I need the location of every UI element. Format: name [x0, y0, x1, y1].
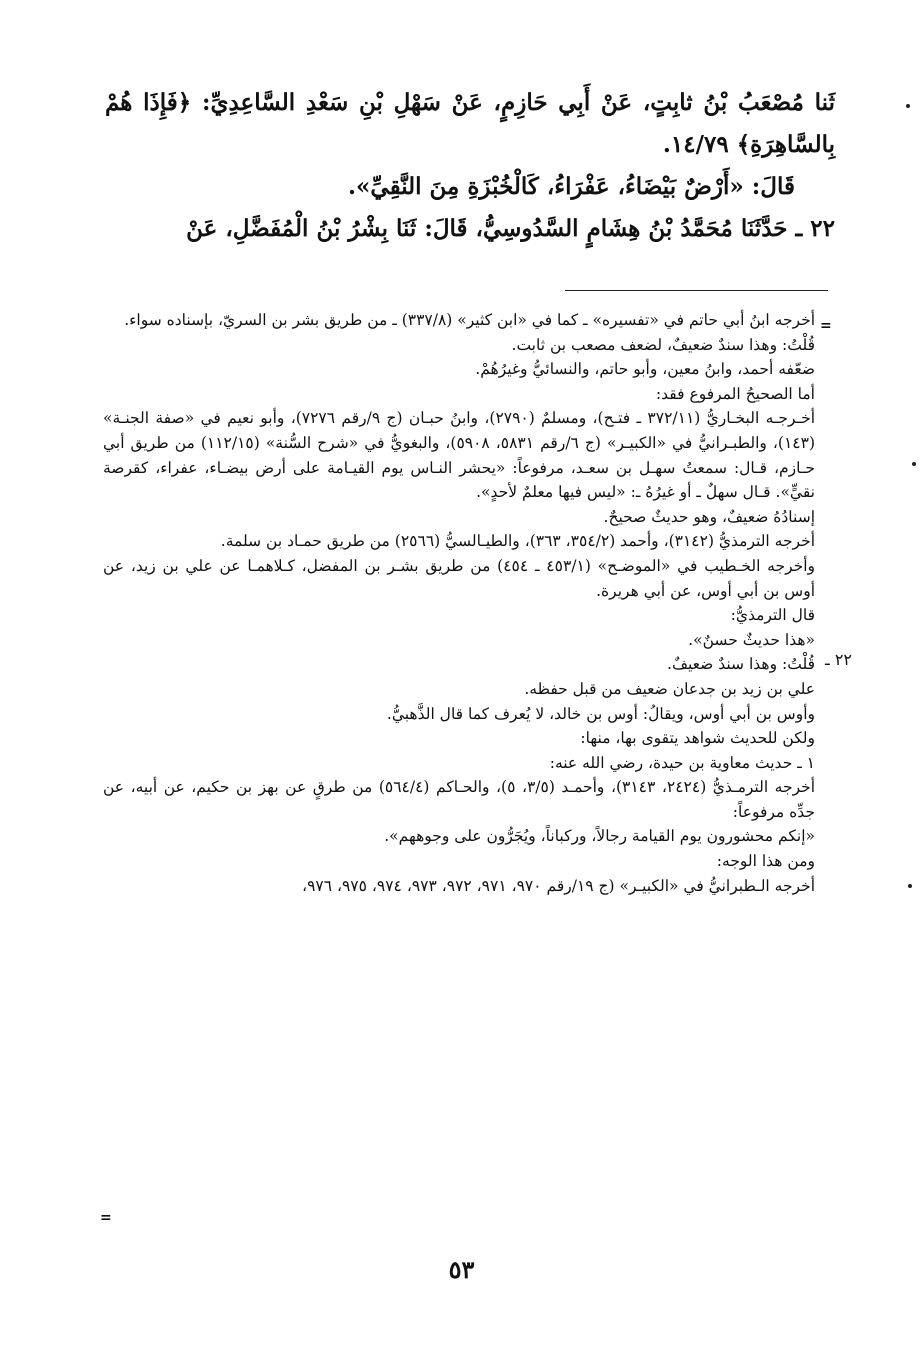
footnote-paragraph: أما الصحيحُ المرفوع فقد: — [655, 384, 815, 403]
footnote-paragraph: وأوس بن أبي أوس، ويقالُ: أوس بن خالد، لا يُعرف كما قال الذَّهبيُّ. — [386, 704, 815, 723]
footnote-paragraph: ومن هذا الوجه: — [716, 852, 815, 871]
footnote-paragraph: أخرجه الترمذيُّ (٣١٤٢)، وأحمد (٣٥٤/٢، ٣٦٣)، والطيـالسيُّ (٢٥٦٦) من طريق حمـاد بن سلمة. — [220, 532, 815, 551]
main-text — [105, 82, 835, 250]
footnote-separator — [565, 290, 828, 291]
continuation-mark-bottom: = — [100, 1210, 112, 1226]
continuation-mark-top: = — [820, 318, 832, 334]
footnote-paragraph: ضعّفه أحمد، وابنُ معين، وأبو حاتم، والنسائيُّ وغيرُهُمْ. — [475, 360, 815, 379]
main-text-line-3: ٢٢ ـ حَدَّثَنَا مُحَمَّدُ بْنُ هِشَامٍ السَّدُوسِيُّ، قَالَ: ثَنَا بِشْرُ بْنُ الْمُفَضَّلِ، عَنْ — [186, 215, 835, 242]
scan-speck — [906, 104, 910, 108]
footnote-paragraph: ولكن للحديث شواهد يتقوى بها، منها: — [580, 729, 815, 748]
footnote-paragraph: إسنادُهُ ضعيفٌ، وهو حديثٌ صحيحٌ. — [603, 507, 815, 526]
main-text-line-2: قَالَ: «أَرْضٌ بَيْضَاءُ، عَفْرَاءُ، كَالْخُبْزَةِ مِنَ النَّقِيِّ». — [348, 173, 795, 200]
footnote-paragraph: قال الترمذيُّ: — [730, 606, 815, 625]
scan-speck — [912, 462, 916, 466]
footnote-paragraph: قُلْتُ: وهذا سندٌ ضعيفٌ، لضعف مصعب بن ثابت. — [511, 335, 815, 354]
footnote-paragraph: وأخرجه الخـطيب في «الموضـح» (٤٥٣/١ ـ ٤٥٤) من طريق بشـر بن المفضل، كـلاهمـا عن علي بن زيد، عن أوس بن أبي أوس، عن أبي هريرة. — [103, 556, 815, 600]
footnote-paragraph: أخرجه ابنُ أبي حاتم في «تفسيره» ـ كما في «ابن كثير» (٣٣٧/٨) ـ من طريق بشر بن السريّ، بإسناده سواء. — [124, 311, 815, 329]
footnote-paragraph: أخـرجـه البخـاريُّ (٣٧٢/١١ ـ فتـح)، ومسلمٌ (٢٧٩٠)، وابنُ حبـان (ج ٩/رقم ٧٢٧٦)، وأبو نعيم في «صفة الجنـة» (١٤٣)، والطبـرانيُّ في «الكبيـر» (ج ٦/رقم ٥٨٣١، ٥٩٠٨)، والبغويُّ في «شرح السُّنة» (١١٢/١٥) من طريق أبي حـازم، قـال: سمعتُ سهـل بن سعـد، مرفوعاً: «يحشر النـاس يوم القيـامة على أرض بيضـاء، عفراء، كقرصة نقيٍّ». قـال سهلٌ ـ أو غيرُهُ ـ: «ليس فيها معلمٌ لأحدٍ». — [103, 409, 815, 502]
footnotes — [103, 308, 815, 898]
footnote-paragraph: قُلْتُ: وهذا سندٌ ضعيفٌ. — [667, 655, 815, 674]
footnote-paragraph: «إنكم محشورون يوم القيامة رجالاً، وركباناً، ويُجَرُّون على وجوههم». — [384, 827, 815, 846]
footnote-paragraph: ١ ـ حديث معاوية بن حيدة، رضي الله عنه: — [549, 753, 815, 772]
scan-speck — [908, 884, 912, 888]
page-number: ٥٣ — [448, 1255, 475, 1284]
footnote-22-number: ٢٢ ـ — [825, 650, 852, 669]
footnote-paragraph: أخرجه الترمـذيُّ (٢٤٢٤، ٣١٤٣)، وأحمـد (٣/٥، ٥)، والحـاكم (٥٦٤/٤) من طرقٍ عن بهز بن حكيم، عن أبيه، عن جدِّه مرفوعاً: — [103, 778, 816, 821]
footnote-paragraph: «هذا حديثٌ حسنٌ». — [688, 630, 815, 649]
footnote-paragraph: علي بن زيد بن جدعان ضعيف من قبل حفظه. — [524, 679, 815, 698]
footnote-paragraph: أخرجه الـطبرانيُّ في «الكبيـر» (ج ١٩/رقم ٩٧٠، ٩٧١، ٩٧٢، ٩٧٣، ٩٧٤، ٩٧٥، ٩٧٦، — [302, 876, 815, 895]
main-text-line-1: ثَنا مُصْعَبُ بْنُ ثابِتٍ، عَنْ أَبِي حَازِمٍ، عَنْ سَهْلِ بْنِ سَعْدِ السَّاعِدِيِّ: ﴿فَإِذَا هُمْ بِالسَّاهِرَةِ﴾ ١٤/٧٩. — [105, 89, 835, 158]
